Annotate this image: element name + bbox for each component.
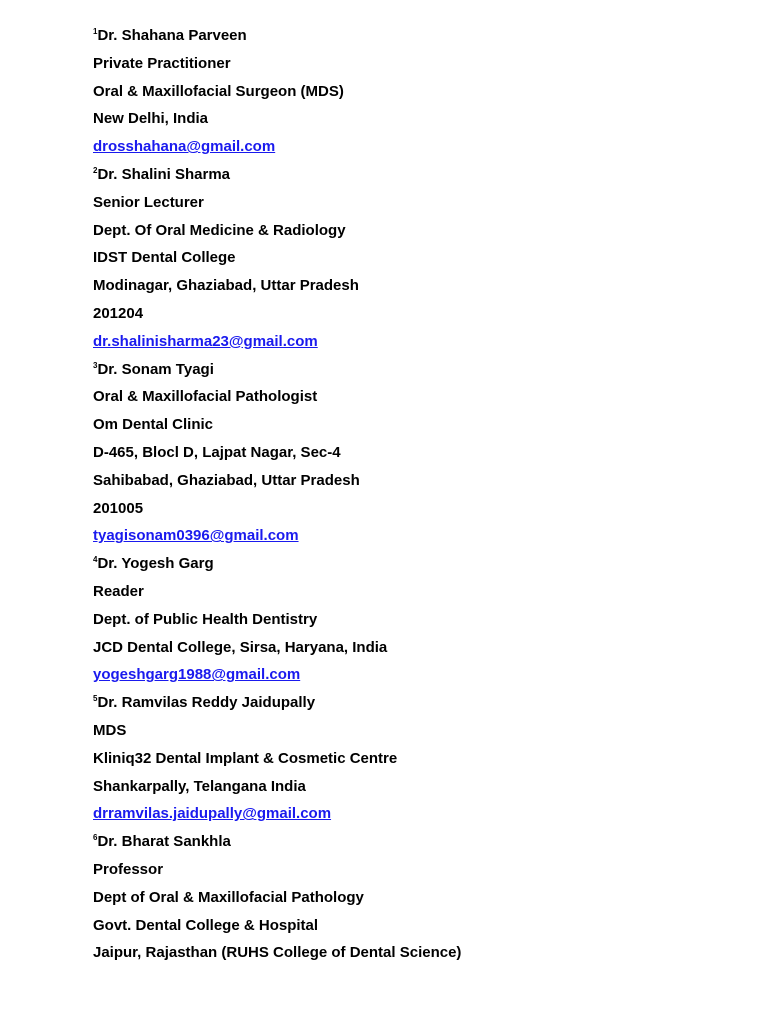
- affiliation-line: Dept. Of Oral Medicine & Radiology: [93, 221, 346, 239]
- affiliation-line: Govt. Dental College & Hospital: [93, 916, 319, 934]
- email-link[interactable]: dr.shalinisharma23@gmail.com: [93, 332, 318, 350]
- author-block: [93, 22, 733, 161]
- author-block: [93, 356, 733, 551]
- affiliation-line: Private Practitioner: [93, 54, 231, 72]
- affiliation-line: Dept of Oral & Maxillofacial Pathology: [93, 888, 364, 906]
- email-line: [93, 328, 733, 356]
- affiliation-line: IDST Dental College: [93, 249, 236, 267]
- author-name: Dr. Bharat Sankhla: [97, 833, 231, 851]
- email-link[interactable]: drosshahana@gmail.com: [93, 138, 276, 156]
- affiliation-line: D-465, Blocl D, Lajpat Nagar, Sec-4: [93, 443, 341, 461]
- author-name: Dr. Shalini Sharma: [97, 165, 230, 183]
- author-name: Dr. Sonam Tyagi: [97, 360, 214, 378]
- affiliation-line: JCD Dental College, Sirsa, Haryana, India: [93, 638, 388, 656]
- author-name-line: [93, 828, 733, 856]
- author-block: [93, 828, 733, 967]
- affiliation-line: Reader: [93, 582, 144, 600]
- affiliation-line: Kliniq32 Dental Implant & Cosmetic Centre: [93, 749, 398, 767]
- author-name: Dr. Yogesh Garg: [97, 555, 214, 573]
- email-link[interactable]: drramvilas.jaidupally@gmail.com: [93, 805, 332, 823]
- author-name-line: [93, 161, 733, 189]
- email-line: [93, 661, 733, 689]
- author-block: [93, 161, 733, 356]
- author-name-line: [93, 22, 733, 50]
- author-block: [93, 689, 733, 828]
- email-link[interactable]: yogeshgarg1988@gmail.com: [93, 666, 301, 684]
- author-number: 4: [93, 555, 98, 565]
- author-number: 5: [93, 694, 98, 704]
- affiliation-line: Professor: [93, 860, 164, 878]
- affiliation-line: Modinagar, Ghaziabad, Uttar Pradesh: [93, 277, 359, 295]
- author-name-line: [93, 689, 733, 717]
- author-name-line: [93, 550, 733, 578]
- author-block: [93, 550, 733, 689]
- author-number: 1: [93, 27, 98, 36]
- email-line: [93, 800, 733, 828]
- email-line: [93, 522, 733, 550]
- affiliation-line: New Delhi, India: [93, 110, 209, 128]
- affiliation-line: 201204: [93, 304, 144, 322]
- affiliation-line: Jaipur, Rajasthan (RUHS College of Dental Science): [93, 944, 462, 962]
- affiliation-line: 201005: [93, 499, 144, 517]
- author-name: Dr. Ramvilas Reddy Jaidupally: [97, 694, 316, 712]
- email-link[interactable]: tyagisonam0396@gmail.com: [93, 527, 299, 545]
- author-affiliations: [93, 22, 733, 967]
- affiliation-line: Shankarpally, Telangana India: [93, 777, 306, 795]
- affiliation-line: Om Dental Clinic: [93, 416, 214, 434]
- affiliation-line: Oral & Maxillofacial Pathologist: [93, 388, 318, 406]
- author-number: 6: [93, 833, 98, 843]
- author-name-line: [93, 356, 733, 384]
- affiliation-line: MDS: [93, 721, 127, 739]
- author-name: Dr. Shahana Parveen: [97, 27, 247, 44]
- affiliation-line: Sahibabad, Ghaziabad, Uttar Pradesh: [93, 471, 360, 489]
- affiliation-line: Senior Lecturer: [93, 193, 204, 211]
- affiliation-line: Dept. of Public Health Dentistry: [93, 610, 318, 628]
- affiliation-line: Oral & Maxillofacial Surgeon (MDS): [93, 82, 344, 100]
- author-number: 2: [93, 165, 98, 175]
- author-number: 3: [93, 360, 98, 370]
- email-line: [93, 133, 733, 161]
